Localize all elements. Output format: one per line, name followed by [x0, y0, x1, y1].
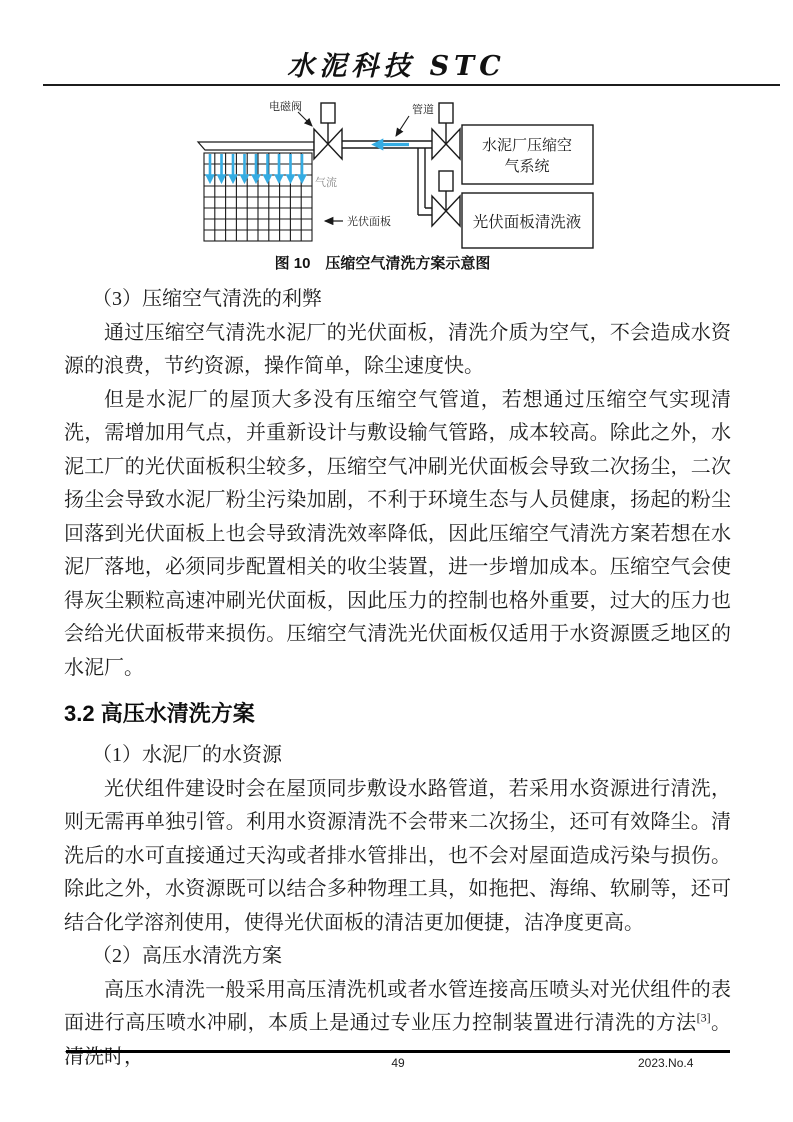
- solenoid-valve-label: 电磁阀: [269, 101, 302, 113]
- pipe-lines: [342, 141, 432, 215]
- issue-number: 2023.No.4: [638, 1056, 694, 1070]
- footer-rule: [66, 1050, 730, 1053]
- compressed-air-valve: [432, 103, 460, 159]
- airflow-label: 气流: [315, 177, 337, 189]
- spray-header-bar: [198, 142, 314, 150]
- cleaning-liquid-valve: [432, 171, 460, 226]
- compressed-air-system-box: [462, 125, 593, 184]
- body-paragraph: 通过压缩空气清洗水泥厂的光伏面板，清洗介质为空气，不会造成水资源的浪费，节约资源，操作简单，除尘速度快。: [64, 321, 731, 377]
- pipe-label: 管道: [412, 104, 434, 116]
- subsection-heading: （1）水泥厂的水资源: [92, 744, 282, 766]
- body-paragraph: 但是水泥厂的屋顶大多没有压缩空气管道，若想通过压缩空气实现清洗，需增加用气点，并重新设计与敷设输气管路，成本较高。除此之外，水泥工厂的光伏面板积尘较多，压缩空气冲刷光伏面板会导致二次扬尘，二次扬尘会导致水泥厂粉尘污染加剧，不利于环境生态与人员健康，扬起的粉尘回落到光伏面板上也会导致清洗效率降低，因此压缩空气清洗方案若想在水泥厂落地，必须同步配置相关的收尘装置，进一步增加成本。压缩空气会使得灰尘颗粒高速冲刷光伏面板，因此压力的控制也格外重要，过大的压力也会给光伏面板带来损伤。压缩空气清洗光伏面板仅适用于水资源匮乏地区的水泥厂。: [64, 388, 731, 679]
- airflow-arrows: [210, 154, 302, 181]
- compressed-air-system-label-line1: 水泥厂压缩空: [481, 138, 573, 154]
- body-paragraph: 光伏组件建设时会在屋顶同步敷设水路管道，若采用水资源进行清洗，则无需再单独引管。利用水资源清洗不会带来二次扬尘，还可有效降尘。清洗后的水可直接通过天沟或者排水管排出，也不会对屋面造成污染与损伤。除此之外，水资源既可以结合多种物理工具，如拖把、海绵、软刷等，还可结合化学溶剂使用，使得光伏面板的清洁更加便捷，洁净度更高。: [64, 777, 731, 934]
- article-body: [64, 283, 731, 1074]
- compressed-air-system-label-line2: 气系统: [504, 159, 550, 175]
- figure-10: [185, 96, 605, 254]
- page-number: 49: [391, 1056, 405, 1070]
- header-rule: [43, 84, 780, 86]
- body-paragraph: 高压水清洗一般采用高压清洗机或者水管连接高压喷头对光伏组件的表面进行高压喷水冲刷，本质上是通过专业压力控制装置进行清洗的方法[3]。清洗时，: [64, 978, 731, 1068]
- citation-ref: [3]: [696, 1010, 711, 1025]
- journal-title: 水泥科技 STC: [287, 51, 506, 82]
- solenoid-valve: [314, 103, 342, 159]
- subsection-heading: （2）高压水清洗方案: [92, 945, 282, 967]
- figure-caption: 图 10 压缩空气清洗方案示意图: [274, 255, 491, 272]
- section-heading: 3.2 高压水清洗方案: [64, 701, 255, 726]
- pv-panel-label: 光伏面板: [347, 216, 391, 228]
- compressed-air-cleaning-diagram: [185, 96, 605, 254]
- cleaning-liquid-label: 光伏面板清洗液: [472, 214, 582, 231]
- pipe-pointer: [396, 116, 409, 136]
- solenoid-valve-pointer: [298, 112, 312, 126]
- pv-panel-grid: [204, 153, 312, 241]
- subsection-heading: （3）压缩空气清洗的利弊: [92, 288, 322, 310]
